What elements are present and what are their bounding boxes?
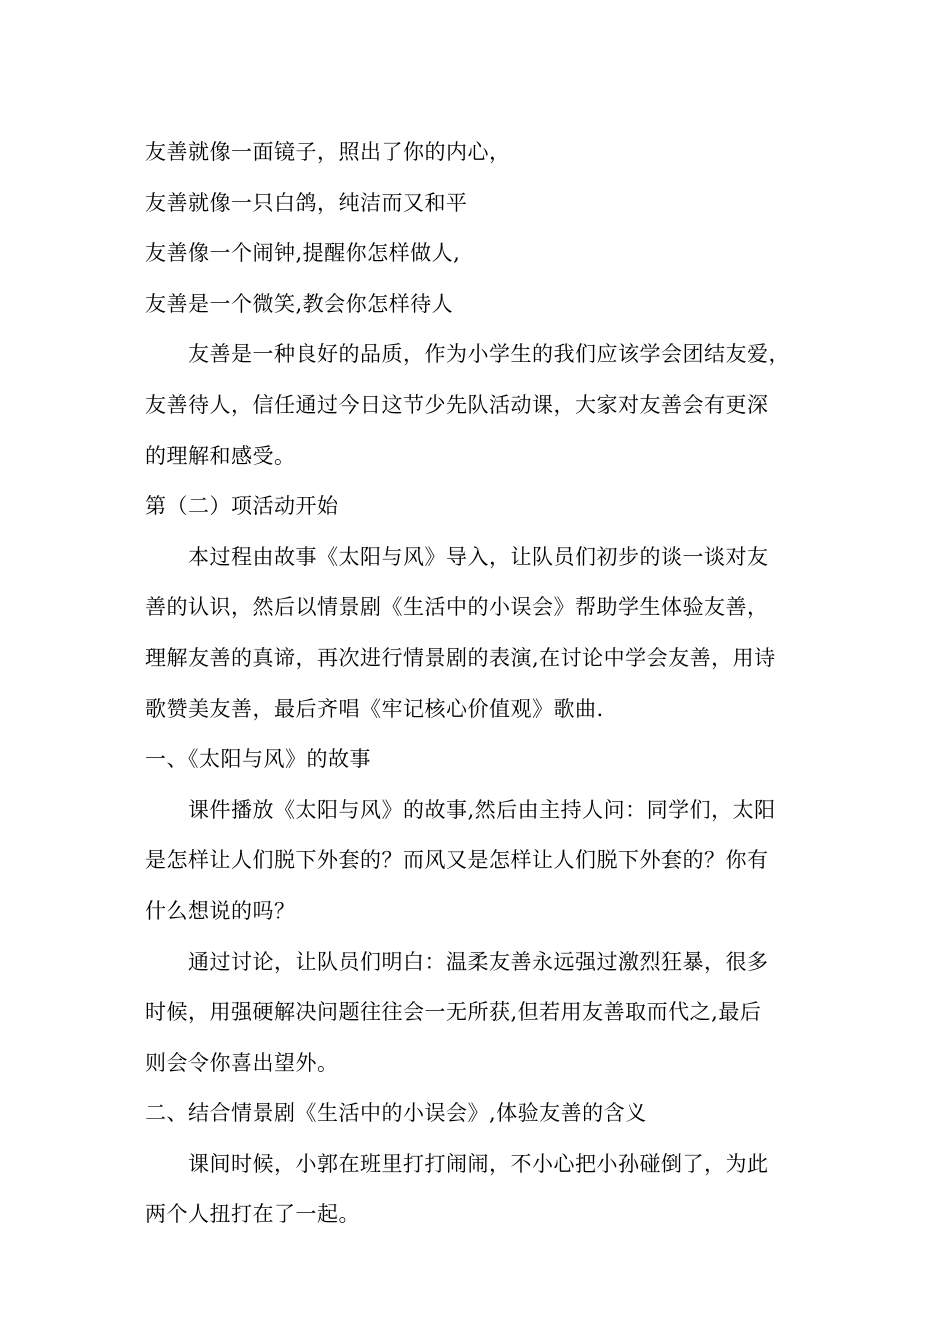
process-paragraph [145, 532, 825, 734]
section-heading: 第（二）项活动开始 [145, 494, 339, 519]
section-heading: 二、结合情景剧《生活中的小误会》,体验友善的含义 [145, 1101, 647, 1126]
intro-paragraph [145, 329, 825, 481]
paragraph-line: 理解友善的真谛，再次进行情景剧的表演,在讨论中学会友善，用诗 [145, 645, 776, 670]
poem-line: 友善是一个微笑,教会你怎样待人 [145, 291, 454, 316]
paragraph-line: 是怎样让人们脱下外套的？而风又是怎样让人们脱下外套的？你有 [145, 848, 769, 873]
paragraph-line: 友善是一种良好的品质，作为小学生的我们应该学会团结友爱， [188, 342, 790, 367]
paragraph-line: 通过讨论，让队员们明白：温柔友善永远强过激烈狂暴，很多 [188, 949, 769, 974]
paragraph-line: 善的认识，然后以情景剧《生活中的小误会》帮助学生体验友善， [145, 595, 769, 620]
paragraph-line: 本过程由故事《太阳与风》导入，让队员们初步的谈一谈对友 [188, 544, 769, 569]
paragraph-line: 什么想说的吗？ [145, 898, 296, 923]
section-heading: 一、《太阳与风》的故事 [145, 747, 371, 772]
paragraph-line: 时候，用强硬解决问题往往会一无所获,但若用友善取而代之,最后 [145, 1000, 762, 1025]
poem-line: 友善就像一只白鸽，纯洁而又和平 [145, 190, 468, 215]
paragraph-line: 课件播放《太阳与风》的故事,然后由主持人问：同学们，太阳 [188, 797, 776, 822]
paragraph-line: 的理解和感受。 [145, 443, 296, 468]
poem-line: 友善就像一面镜子，照出了你的内心， [145, 140, 511, 164]
paragraph-line: 友善待人，信任通过今日这节少先队活动课，大家对友善会有更深 [145, 392, 769, 417]
paragraph-line: 则会令你喜出望外。 [145, 1050, 339, 1075]
paragraph-line: 两个人扭打在了一起。 [145, 1202, 360, 1227]
poem-line: 友善像一个闹钟,提醒你怎样做人, [145, 241, 461, 266]
drama-paragraph [145, 1139, 825, 1240]
document-body [145, 127, 825, 1240]
paragraph-line: 课间时候，小郭在班里打打闹闹，不小心把小孙碰倒了，为此 [188, 1151, 769, 1176]
discussion-paragraph [145, 937, 825, 1089]
story-paragraph [145, 785, 825, 937]
paragraph-line: 歌赞美友善，最后齐唱《牢记核心价值观》歌曲. [145, 696, 604, 721]
